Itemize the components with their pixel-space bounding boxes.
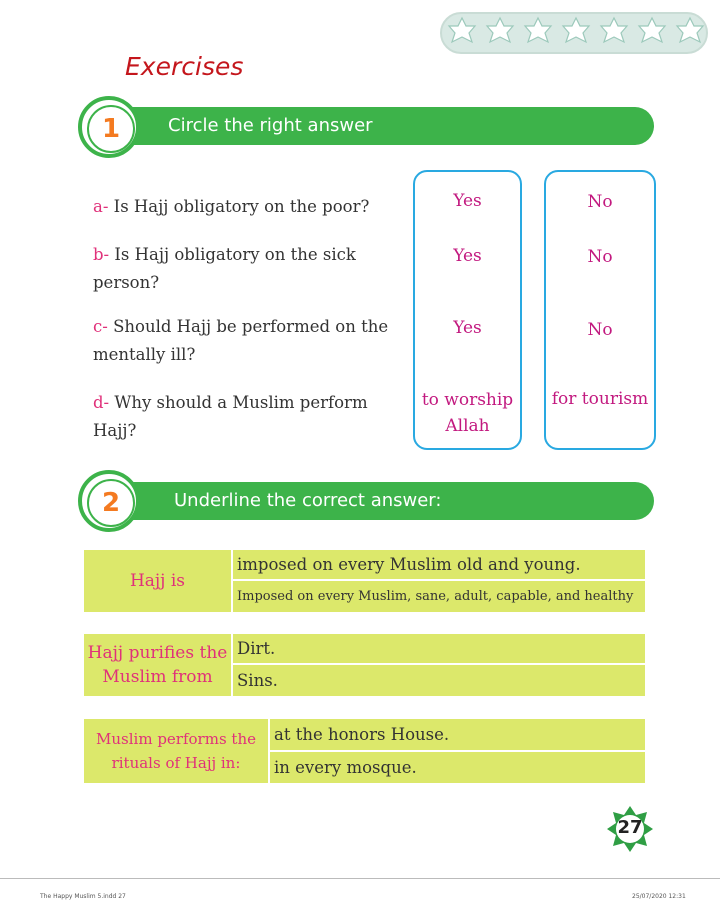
star-pattern-icon	[442, 14, 708, 54]
section-2-badge	[78, 470, 140, 532]
question-text: Hajj?	[93, 421, 137, 440]
option-yes-b[interactable]: Yes	[453, 246, 482, 266]
question-letter: a-	[93, 197, 109, 216]
table-3-question	[84, 719, 268, 783]
option-line: Allah	[445, 416, 490, 436]
question-text: person?	[93, 273, 160, 292]
question-c	[93, 313, 413, 369]
option-no-b[interactable]: No	[587, 247, 613, 267]
option-line: to worship	[421, 390, 514, 410]
table-1-question: Hajj is	[84, 550, 231, 612]
section-1-number: 1	[87, 105, 135, 153]
section-2-label: Underline the correct answer:	[174, 490, 442, 511]
section-1-label: Circle the right answer	[168, 115, 373, 136]
question-text: Is Hajj obligatory on the sick	[114, 245, 356, 264]
question-b	[93, 241, 413, 297]
option-yes-c[interactable]: Yes	[453, 318, 482, 338]
question-text: Should Hajj be performed on the	[113, 317, 389, 336]
table-3-option-2[interactable]: in every mosque.	[270, 752, 645, 783]
question-text: Why should a Muslim perform	[114, 393, 368, 412]
question-d	[93, 389, 413, 445]
decorative-star-border	[440, 12, 708, 54]
section-2-bar	[102, 482, 654, 520]
option-yes-a[interactable]: Yes	[453, 191, 482, 211]
question-letter: d-	[93, 393, 110, 412]
page-title: Exercises	[125, 52, 244, 81]
question-letter: c-	[93, 317, 108, 336]
section-1-badge	[78, 96, 140, 158]
page-number: 27	[617, 817, 643, 838]
question-a	[93, 193, 413, 221]
question-letter: b-	[93, 245, 110, 264]
table-3-option-1[interactable]: at the honors House.	[270, 719, 645, 750]
table-1-option-1[interactable]: imposed on every Muslim old and young.	[233, 550, 645, 579]
option-no-d[interactable]: for tourism	[551, 389, 649, 409]
table-2-question-line: Hajj purifies the	[87, 643, 228, 663]
footer-divider	[0, 878, 720, 879]
option-no-c[interactable]: No	[587, 320, 613, 340]
footer-date: 25/07/2020 12:31	[632, 893, 686, 900]
table-2-question-line: Muslim from	[102, 667, 213, 687]
table-3-question-line: Muslim performs the	[96, 730, 256, 748]
table-3-question-line: rituals of Hajj in:	[111, 754, 241, 772]
table-2-option-1[interactable]: Dirt.	[233, 634, 645, 663]
question-text: mentally ill?	[93, 345, 196, 364]
option-no-a[interactable]: No	[587, 192, 613, 212]
table-1-option-2[interactable]: Imposed on every Muslim, sane, adult, capable, and healthy	[233, 581, 645, 612]
section-2-number: 2	[87, 479, 135, 527]
footer-file-name: The Happy Muslim 5.indd 27	[40, 893, 126, 900]
section-1-bar	[102, 107, 654, 145]
question-text: Is Hajj obligatory on the poor?	[113, 197, 370, 216]
option-yes-d[interactable]	[413, 387, 522, 439]
table-2-option-2[interactable]: Sins.	[233, 665, 645, 696]
page-number-badge	[606, 805, 654, 853]
table-2-question	[84, 634, 231, 696]
